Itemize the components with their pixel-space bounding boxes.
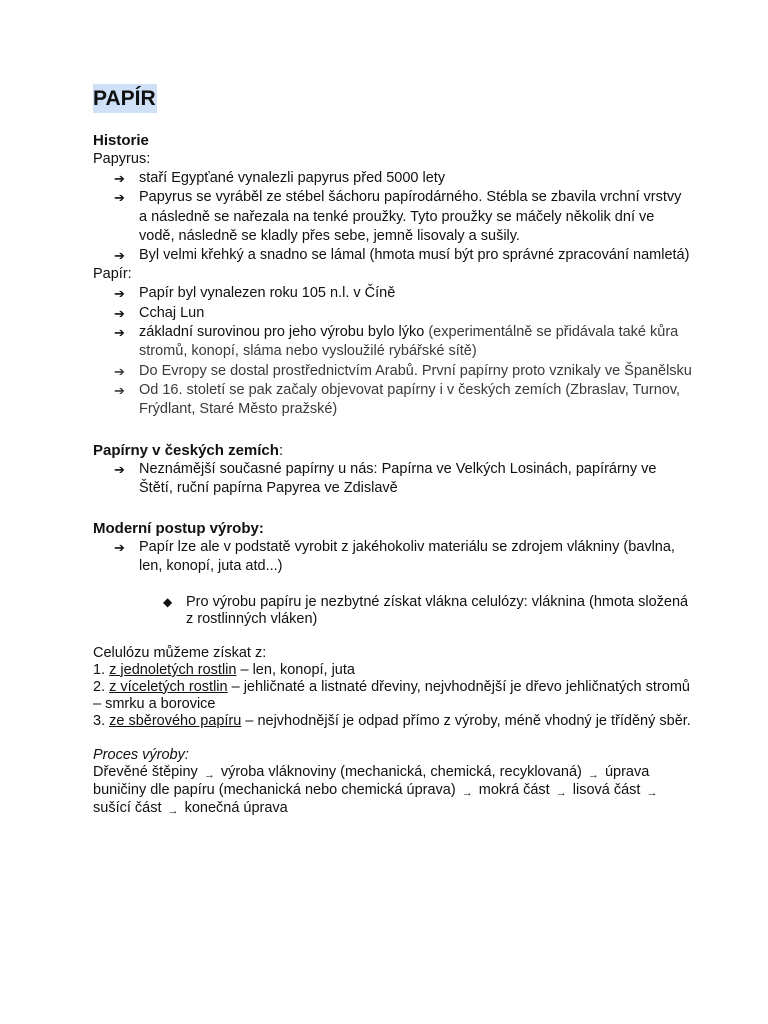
list-item: ➔ Do Evropy se dostal prostřednictvím Arabů. První papírny proto vznikaly ve Španělsku	[114, 362, 693, 381]
list-item: ➔ Papyrus se vyráběl ze stébel šáchoru papírodárného. Stébla se zbavila vrchní vrstvy a následně se nařezala na tenké proužky. Tyto proužky se máčely několik dní ve vodě, následně se kladly přes sebe, jemně lisovaly a sušily.	[114, 189, 682, 244]
arrow-bullet-icon: ➔	[114, 325, 125, 341]
proces-step: mokrá část	[478, 781, 550, 798]
celuloza-intro: Celulózu můžeme získat z:	[93, 644, 267, 661]
papyrus-label: Papyrus:	[93, 151, 151, 167]
papir-label: Papír:	[93, 266, 132, 283]
section-heading-historie: Historie	[93, 132, 149, 149]
right-arrow-icon: →	[167, 804, 179, 817]
proces-step: úprava buničiny dle papíru (mechanická nebo chemická úprava)	[93, 763, 650, 798]
papirny-list	[93, 460, 693, 499]
proces-step: sušící část	[93, 799, 162, 816]
arrow-bullet-icon: ➔	[114, 363, 125, 379]
right-arrow-icon: →	[587, 768, 599, 781]
arrow-bullet-icon: ➔	[114, 190, 125, 206]
right-arrow-icon: →	[203, 768, 215, 781]
celuloza-link-2: z víceletých rostlin	[109, 678, 228, 695]
proces-step: Dřevěné štěpiny	[93, 763, 198, 780]
papir-list	[93, 284, 693, 419]
arrow-bullet-icon: ➔	[114, 171, 125, 186]
document-title: PAPÍR	[93, 84, 157, 113]
list-item: ◆ Pro výrobu papíru je nezbytné získat vlákna celulózy: vláknina (hmota složená z rostlinných vláken)	[163, 593, 689, 627]
right-arrow-icon: →	[646, 786, 658, 799]
celuloza-line-3: 3. ze sběrového papíru – nejvhodnější je odpad přímo z výroby, méně vhodný je tříděný sběr.	[93, 712, 691, 729]
document-page	[93, 84, 693, 818]
list-item: ➔ Cchaj Lun	[114, 304, 693, 323]
right-arrow-icon: →	[555, 786, 567, 799]
celuloza-link-1: z jednoletých rostlin	[109, 661, 237, 678]
proces-steps	[93, 764, 693, 818]
list-item: ➔ staří Egypťané vynalezli papyrus před 5000 lety	[114, 169, 693, 188]
diamond-bullet-icon: ◆	[163, 594, 173, 609]
proces-heading: Proces výroby:	[93, 746, 189, 763]
list-item: ➔ Od 16. století se pak začaly objevovat papírny i v českých zemích (Zbraslav, Turnov, Frýdlant, Staré Město pražské)	[114, 381, 681, 418]
papyrus-list	[93, 169, 693, 265]
arrow-bullet-icon: ➔	[114, 305, 125, 321]
right-arrow-icon: →	[461, 786, 473, 799]
section-heading-postup: Moderní postup výroby:	[93, 520, 264, 538]
arrow-bullet-icon: ➔	[114, 382, 125, 398]
postup-sublist	[93, 594, 693, 628]
arrow-bullet-icon: ➔	[114, 286, 125, 302]
celuloza-line-2: 2. z víceletých rostlin – jehličnaté a listnaté dřeviny, nejvhodnější je dřevo jehličnatých stromů – smrku a borovice	[93, 678, 690, 712]
proces-step: lisová část	[572, 781, 641, 798]
celuloza-line-1: 1. z jednoletých rostlin – len, konopí, juta	[93, 661, 355, 678]
list-item: ➔ Neznámější současné papírny u nás: Papírna ve Velkých Losinách, papírárny ve Štětí, ruční papírna Papyrea ve Zdislavě	[114, 460, 657, 496]
list-item: ➔ základní surovinou pro jeho výrobu bylo lýko (experimentálně se přidávala také kůra stromů, konopí, sláma nebo vysloužilé rybářské sítě)	[114, 324, 679, 360]
list-item: ➔ Papír lze ale v podstatě vyrobit z jakéhokoliv materiálu se zdrojem vlákniny (bavlna, len, konopí, juta atd...)	[114, 539, 675, 575]
arrow-bullet-icon: ➔	[114, 461, 125, 477]
proces-step: konečná úprava	[184, 799, 288, 816]
list-item: ➔ Byl velmi křehký a snadno se lámal (hmota musí být pro správné zpracování namletá)	[114, 246, 693, 265]
arrow-bullet-icon: ➔	[114, 540, 125, 556]
postup-list	[93, 538, 693, 577]
celuloza-link-3: ze sběrového papíru	[109, 712, 242, 729]
arrow-bullet-icon: ➔	[114, 248, 125, 264]
section-heading-papirny: Papírny v českých zemích:	[93, 441, 284, 459]
list-item: ➔ Papír byl vynalezen roku 105 n.l. v Číně	[114, 284, 693, 303]
proces-step: výroba vláknoviny (mechanická, chemická, recyklovaná)	[220, 763, 582, 780]
